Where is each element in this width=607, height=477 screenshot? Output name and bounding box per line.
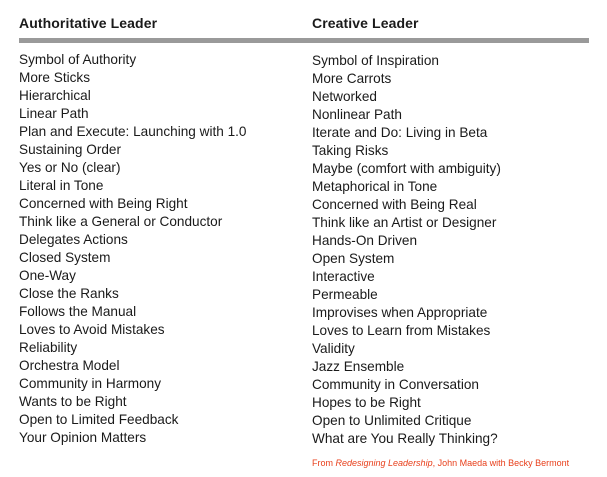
authoritative-trait-item: Hierarchical	[19, 88, 91, 103]
authoritative-trait-item: Symbol of Authority	[19, 52, 137, 67]
authoritative-trait-item: Loves to Avoid Mistakes	[19, 322, 165, 337]
creative-trait-item: Iterate and Do: Living in Beta	[312, 125, 488, 140]
authoritative-trait-item: Follows the Manual	[19, 304, 137, 319]
authoritative-trait-item: Closed System	[19, 250, 111, 265]
authoritative-trait-item: Community in Harmony	[19, 376, 162, 391]
creative-trait-item: Concerned with Being Real	[312, 197, 477, 212]
creative-trait-item: What are You Really Thinking?	[312, 431, 498, 446]
creative-trait-item: Symbol of Inspiration	[312, 53, 439, 68]
creative-trait-item: Metaphorical in Tone	[312, 179, 438, 194]
creative-trait-item: Think like an Artist or Designer	[312, 215, 497, 230]
source-credit	[312, 458, 569, 468]
authoritative-trait-item: Open to Limited Feedback	[19, 412, 179, 427]
authoritative-trait-item: Sustaining Order	[19, 142, 122, 157]
creative-trait-item: Improvises when Appropriate	[312, 305, 488, 320]
authoritative-trait-item: Plan and Execute: Launching with 1.0	[19, 124, 247, 139]
creative-trait-item: Interactive	[312, 269, 375, 284]
authoritative-trait-item: Reliability	[19, 340, 78, 355]
credit-suffix: , John Maeda with Becky Bermont	[432, 458, 570, 468]
creative-leader-heading: Creative Leader	[312, 15, 419, 31]
authoritative-trait-item: Orchestra Model	[19, 358, 120, 373]
creative-trait-item: Open System	[312, 251, 395, 266]
header-divider	[19, 38, 589, 43]
authoritative-leader-list	[19, 51, 246, 447]
creative-trait-item: Jazz Ensemble	[312, 359, 405, 374]
creative-trait-item: Networked	[312, 89, 377, 104]
creative-trait-item: Loves to Learn from Mistakes	[312, 323, 491, 338]
authoritative-trait-item: Close the Ranks	[19, 286, 119, 301]
authoritative-trait-item: One-Way	[19, 268, 76, 283]
creative-trait-item: Open to Unlimited Critique	[312, 413, 472, 428]
creative-trait-item: Permeable	[312, 287, 378, 302]
creative-trait-item: Maybe (comfort with ambiguity)	[312, 161, 501, 176]
creative-leader-list	[312, 52, 501, 448]
creative-trait-item: Validity	[312, 341, 355, 356]
authoritative-trait-item: Linear Path	[19, 106, 89, 121]
authoritative-trait-item: Delegates Actions	[19, 232, 128, 247]
authoritative-trait-item: Your Opinion Matters	[19, 430, 147, 445]
creative-trait-item: More Carrots	[312, 71, 392, 86]
authoritative-trait-item: Yes or No (clear)	[19, 160, 121, 175]
creative-trait-item: Nonlinear Path	[312, 107, 402, 122]
authoritative-leader-heading: Authoritative Leader	[19, 15, 158, 31]
authoritative-trait-item: Wants to be Right	[19, 394, 127, 409]
authoritative-trait-item: Concerned with Being Right	[19, 196, 188, 211]
credit-prefix: From	[312, 458, 336, 468]
creative-trait-item: Taking Risks	[312, 143, 389, 158]
authoritative-trait-item: Think like a General or Conductor	[19, 214, 223, 229]
creative-trait-item: Hands-On Driven	[312, 233, 418, 248]
authoritative-trait-item: Literal in Tone	[19, 178, 104, 193]
authoritative-trait-item: More Sticks	[19, 70, 91, 85]
creative-trait-item: Community in Conversation	[312, 377, 479, 392]
credit-book-title: Redesigning Leadership	[335, 458, 433, 468]
creative-trait-item: Hopes to be Right	[312, 395, 421, 410]
